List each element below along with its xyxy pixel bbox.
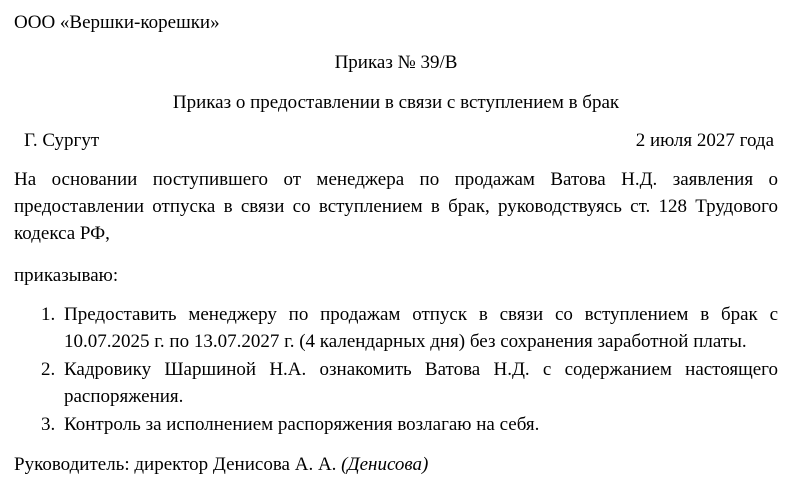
order-keyword: приказываю: <box>14 265 119 286</box>
document-date: 2 июля 2027 года <box>635 130 774 151</box>
signature-label: Руководитель: директор Денисова А. А. <box>14 454 337 475</box>
order-item: 1. Предоставить менеджеру по продажам отпуск в связи со вступлением в брак с 10.07.2025 г. по 13.07.2027 г. (4 календарных дня) без сохранения заработной платы. <box>60 301 778 355</box>
signature-line <box>14 452 778 478</box>
place-date-row <box>14 128 778 154</box>
document-title: Приказ № 39/В <box>334 52 458 73</box>
document-subtitle: Приказ о предоставлении в связи с вступлением в брак <box>172 92 620 113</box>
document-place: Г. Сургут <box>24 130 100 151</box>
signature-name: (Денисова) <box>341 454 429 475</box>
order-item: 2. Кадровику Шаршиной Н.А. ознакомить Ватова Н.Д. с содержанием настоящего распоряжения. <box>60 356 778 410</box>
document-preamble: На основании поступившего от менеджера по продажам Ватова Н.Д. заявления о предоставлении отпуска в связи со вступлением в брак, руководствуясь ст. 128 Трудового кодекса РФ, <box>14 169 778 244</box>
order-items-list <box>14 301 778 438</box>
order-item: 3. Контроль за исполнением распоряжения возлагаю на себя. <box>60 411 778 438</box>
organization-name: ООО «Вершки-корешки» <box>14 12 220 33</box>
